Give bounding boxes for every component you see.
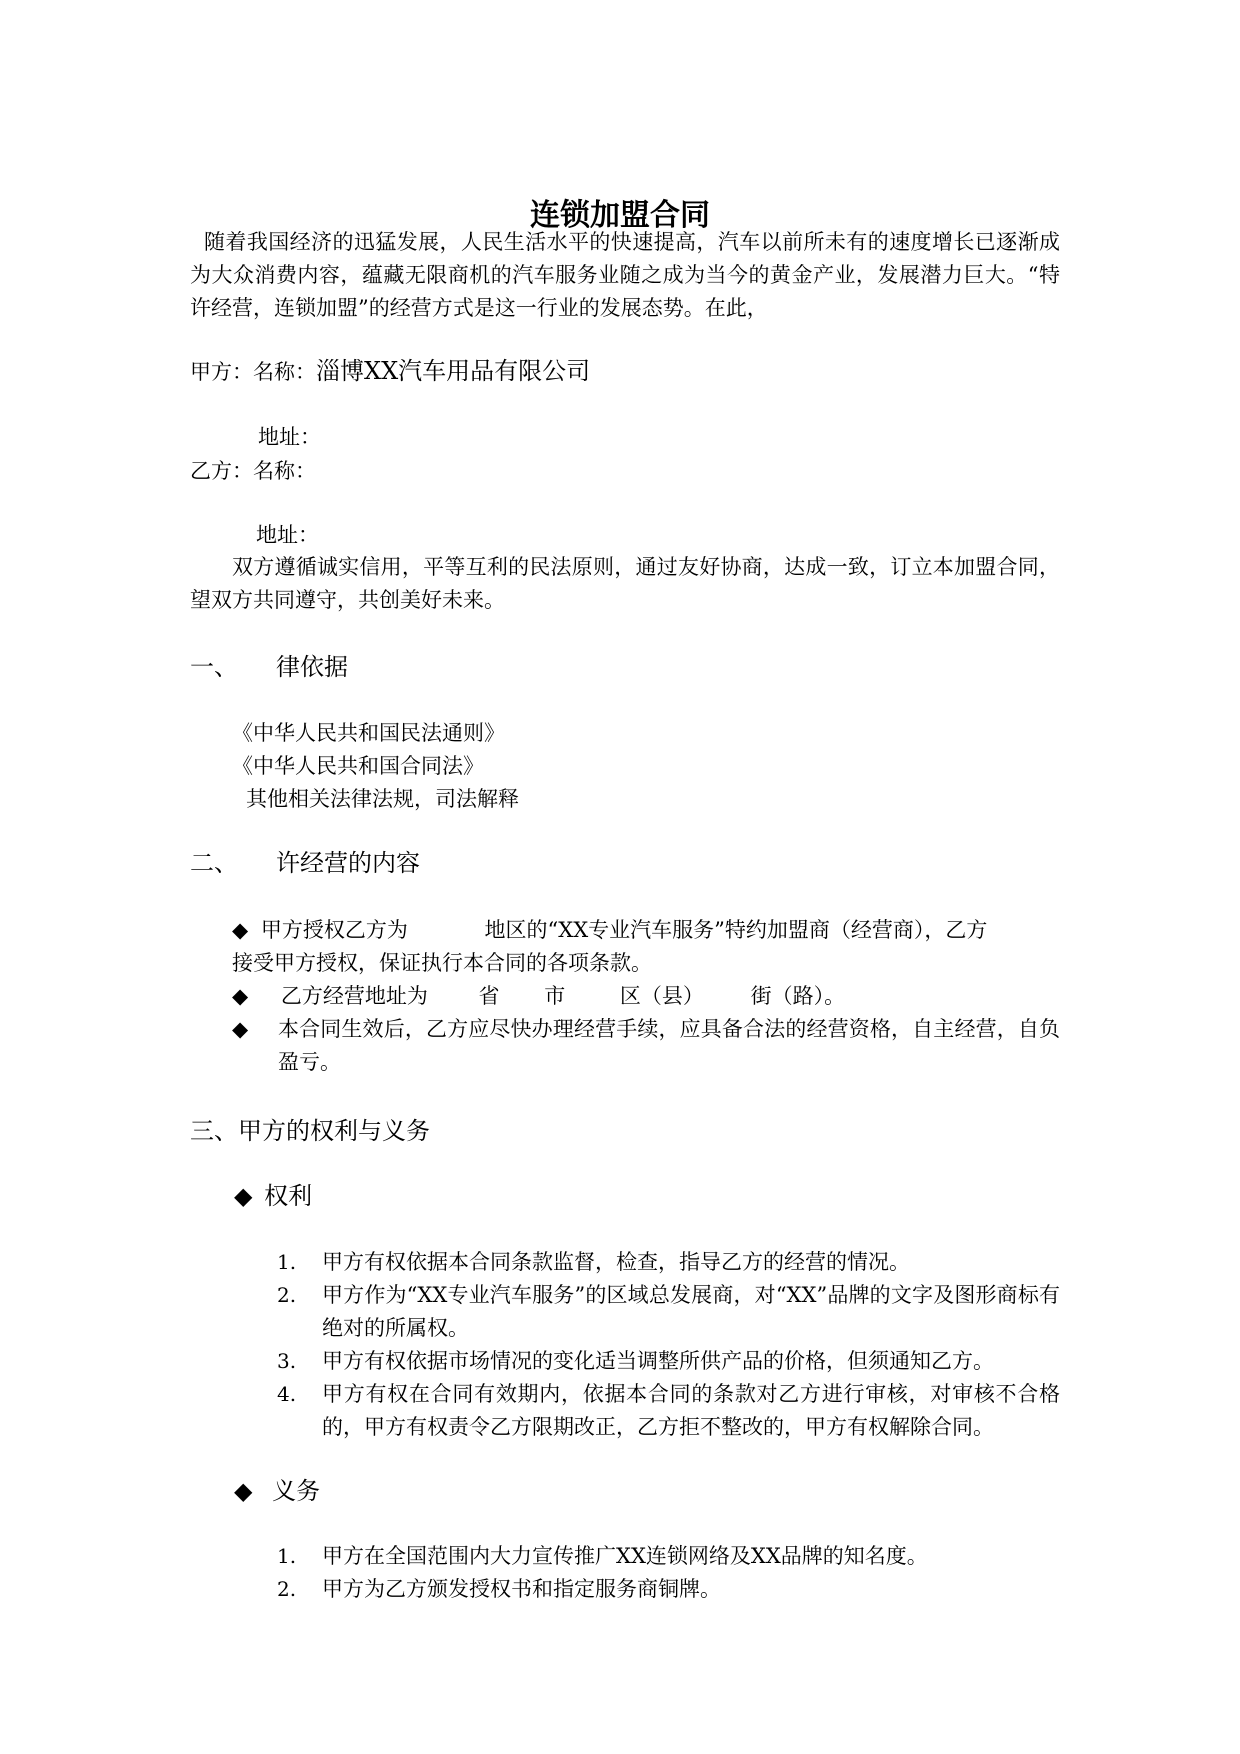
intro-paragraph: 随着我国经济的迅猛发展，人民生活水平的快速提高，汽车以前所未有的速度增长已逐渐成为大众消费内容，蕴藏无限商机的汽车服务业随之成为当今的黄金产业，发展潜力巨大。“特许经营，连锁加盟”的经营方式是这一行业的发展态势。在此，: [190, 230, 1060, 320]
rights-item: 甲方作为“XX专业汽车服务”的区域总发展商，对“XX”品牌的文字及图形商标有绝对的所属权。: [322, 1283, 1060, 1340]
duties-label: 义务: [272, 1477, 321, 1505]
section2-title: 许经营的内容: [276, 849, 420, 877]
agreement-paragraph: 双方遵循诚实信用，平等互利的民法原则，通过友好协商，达成一致，订立本加盟合同，望双方共同遵守，共创美好未来。: [190, 555, 1060, 612]
party-a-row: [190, 355, 590, 389]
rights-label: 权利: [264, 1182, 313, 1210]
section1-title: 律依据: [276, 653, 348, 681]
address-district: 区（县）: [619, 984, 704, 1008]
rights-num: 3.: [277, 1349, 297, 1373]
party-a-label: 甲方：: [190, 360, 253, 384]
address-city: 市: [544, 984, 566, 1008]
item1-part-a: 甲方授权乙方为: [260, 918, 408, 942]
rights-num: 1.: [277, 1250, 297, 1274]
rights-item: 甲方有权在合同有效期内，依据本合同的条款对乙方进行审核，对审核不合格的，甲方有权责令乙方限期改正，乙方拒不整改的，甲方有权解除合同。: [322, 1382, 1060, 1439]
address-prefix: 乙方经营地址为: [280, 984, 428, 1008]
section1-item: 其他相关法律法规，司法解释: [246, 787, 519, 811]
section1-item: 《中华人民共和国民法通则》: [232, 721, 505, 745]
duties-heading: [234, 1474, 320, 1508]
rights-num: 4.: [277, 1382, 297, 1406]
rights-item: 甲方有权依据本合同条款监督，检查，指导乙方的经营的情况。: [322, 1250, 910, 1274]
duties-item: 甲方在全国范围内大力宣传推广XX连锁网络及XX品牌的知名度。: [322, 1544, 928, 1568]
bullet-icon: ◆: [232, 1017, 249, 1041]
party-a-name-label: 名称：: [253, 360, 316, 384]
address-street: 街（路）。: [750, 984, 846, 1008]
party-b-row: [190, 455, 316, 488]
section2-item2: [232, 980, 845, 1013]
address-province: 省: [478, 984, 500, 1008]
section2-number: 二、: [190, 849, 238, 877]
section2-item1: [232, 914, 987, 947]
party-a-address-label: 地址：: [258, 425, 321, 449]
party-a-name-value: 淄博XX汽车用品有限公司: [316, 357, 591, 385]
bullet-icon: ◆: [232, 984, 249, 1008]
document-title: 连锁加盟合同: [530, 198, 710, 233]
duties-num: 2.: [277, 1577, 297, 1601]
rights-item: 甲方有权依据市场情况的变化适当调整所供产品的价格，但须通知乙方。: [322, 1349, 994, 1373]
duties-item: 甲方为乙方颁发授权书和指定服务商铜牌。: [322, 1577, 721, 1601]
section1-item: 《中华人民共和国合同法》: [232, 754, 484, 778]
bullet-icon: ◆: [234, 1477, 253, 1505]
bullet-icon: ◆: [234, 1182, 253, 1210]
section1-number: 一、: [190, 653, 238, 681]
party-b-address-label: 地址：: [256, 523, 319, 547]
section3-title: 三、甲方的权利与义务: [190, 1117, 430, 1145]
item1-part-b: 地区的“XX专业汽车服务”特约加盟商（经营商），乙方: [484, 918, 988, 942]
party-b-label: 乙方：: [190, 459, 253, 483]
rights-heading: [234, 1179, 312, 1213]
party-b-name-label: 名称：: [253, 459, 316, 483]
duties-num: 1.: [277, 1544, 297, 1568]
rights-num: 2.: [277, 1283, 297, 1307]
bullet-icon: ◆: [232, 918, 249, 942]
section2-item1-cont: 接受甲方授权，保证执行本合同的各项条款。: [232, 951, 652, 975]
section2-item3: 本合同生效后，乙方应尽快办理经营手续，应具备合法的经营资格，自主经营，自负盈亏。: [278, 1017, 1060, 1074]
